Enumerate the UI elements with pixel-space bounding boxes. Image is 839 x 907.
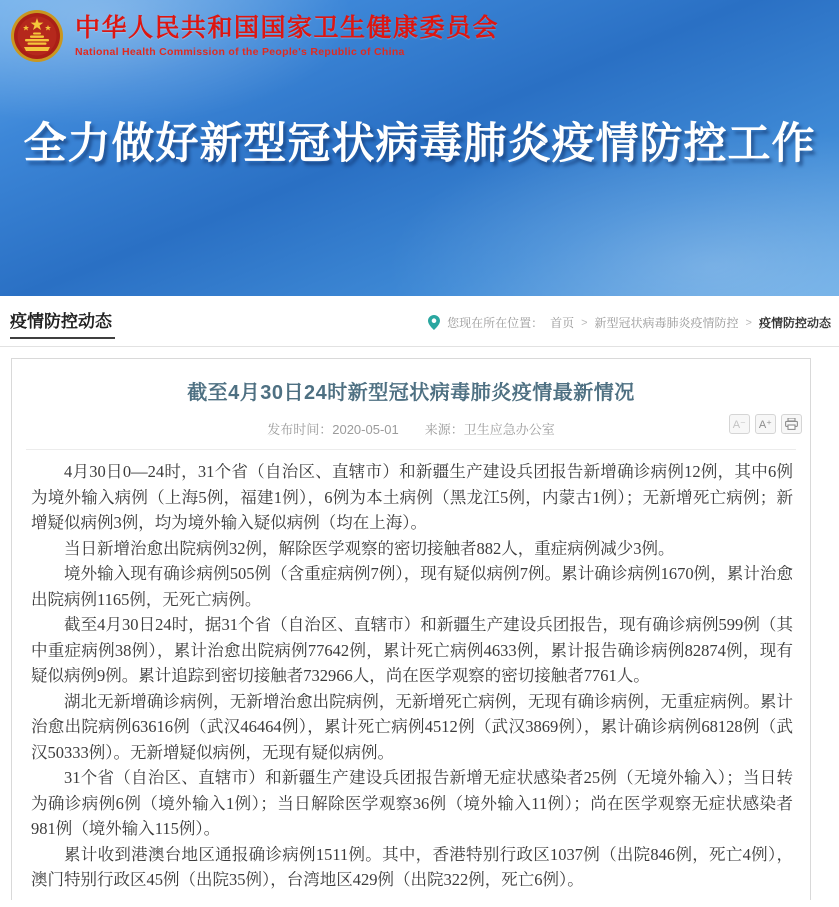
breadcrumb-separator: > (745, 316, 752, 329)
breadcrumb-item-home[interactable]: 首页 (550, 316, 575, 330)
breadcrumb-item-topic[interactable]: 新型冠状病毒肺炎疫情防控 (594, 316, 739, 330)
breadcrumb-bar (0, 296, 839, 347)
font-decrease-button[interactable]: A⁻ (729, 414, 750, 434)
publish-date: 2020-05-01 (332, 422, 399, 437)
breadcrumb-item-current: 疫情防控动态 (758, 316, 831, 330)
campaign-banner-title: 全力做好新型冠状病毒肺炎疫情防控工作 (23, 120, 816, 168)
article-paragraph: 累计收到港澳台地区通报确诊病例1511例。其中，香港特别行政区1037例（出院846例，死亡4例），澳门特别行政区45例（出院35例），台湾地区429例（出院322例，死亡6例）。 (31, 844, 793, 889)
print-button[interactable] (781, 414, 802, 434)
org-name-cn: 中华人民共和国国家卫生健康委员会 (75, 14, 500, 42)
publish-time-label: 发布时间： (267, 422, 333, 437)
article-paragraph: 截至4月30日24时，据31个省（自治区、直辖市）和新疆生产建设兵团报告，现有确诊病例599例（其中重症病例38例），累计治愈出院病例77642例，累计死亡病例4633例，累计报告确诊病例82874例，现有疑似病例9例。累计追踪到密切接触者732966人，尚在医学观察的密切接触者7761人。 (31, 615, 793, 685)
breadcrumb-separator: > (581, 316, 588, 329)
breadcrumb-location-label: 您现在所在位置： (447, 316, 544, 330)
location-pin-icon (428, 315, 440, 330)
org-names (75, 14, 499, 58)
article-paragraph: 当日新增治愈出院病例32例，解除医学观察的密切接触者882人，重症病例减少3例。 (64, 538, 675, 558)
section-title: 疫情防控动态 (10, 307, 115, 339)
site-header (0, 0, 839, 296)
printer-icon (785, 418, 798, 430)
national-emblem-icon (10, 9, 64, 63)
org-name-en: National Health Commission of the People's Republic of China (75, 46, 405, 58)
article-paragraph: 31个省（自治区、直辖市）和新疆生产建设兵团报告新增无症状感染者25例（无境外输入）；当日转为确诊病例6例（境外输入1例）；当日解除医学观察36例（境外输入11例）；尚在医学观察无症状感染者981例（境外输入115例）。 (31, 768, 793, 838)
article-meta (12, 419, 810, 438)
source-label: 来源： (424, 422, 464, 437)
article-paragraph: 4月30日0—24时，31个省（自治区、直辖市）和新疆生产建设兵团报告新增确诊病例12例，其中6例为境外输入病例（上海5例，福建1例），6例为本土病例（黑龙江5例，内蒙古1例）；无新增死亡病例；新增疑似病例3例，均为境外输入疑似病例（均在上海）。 (31, 462, 793, 532)
breadcrumb (421, 314, 831, 331)
source-value: 卫生应急办公室 (463, 422, 555, 437)
article-toolbar (724, 414, 802, 434)
article-paragraph: 湖北无新增确诊病例，无新增治愈出院病例，无新增死亡病例，无现有确诊病例，无重症病例。累计治愈出院病例63616例（武汉46464例），累计死亡病例4512例（武汉3869例），累计确诊病例68128例（武汉50333例）。无新增疑似病例，无现有疑似病例。 (31, 691, 793, 762)
article-title: 截至4月30日24时新型冠状病毒肺炎疫情最新情况 (187, 382, 635, 404)
article-body (12, 450, 810, 907)
article-paragraph: 境外输入现有确诊病例505例（含重症病例7例），现有疑似病例7例。累计确诊病例1670例，累计治愈出院病例1165例，无死亡病例。 (31, 564, 793, 609)
font-increase-button[interactable]: A⁺ (755, 414, 776, 434)
org-header-row (0, 0, 839, 63)
article-container (11, 358, 811, 900)
